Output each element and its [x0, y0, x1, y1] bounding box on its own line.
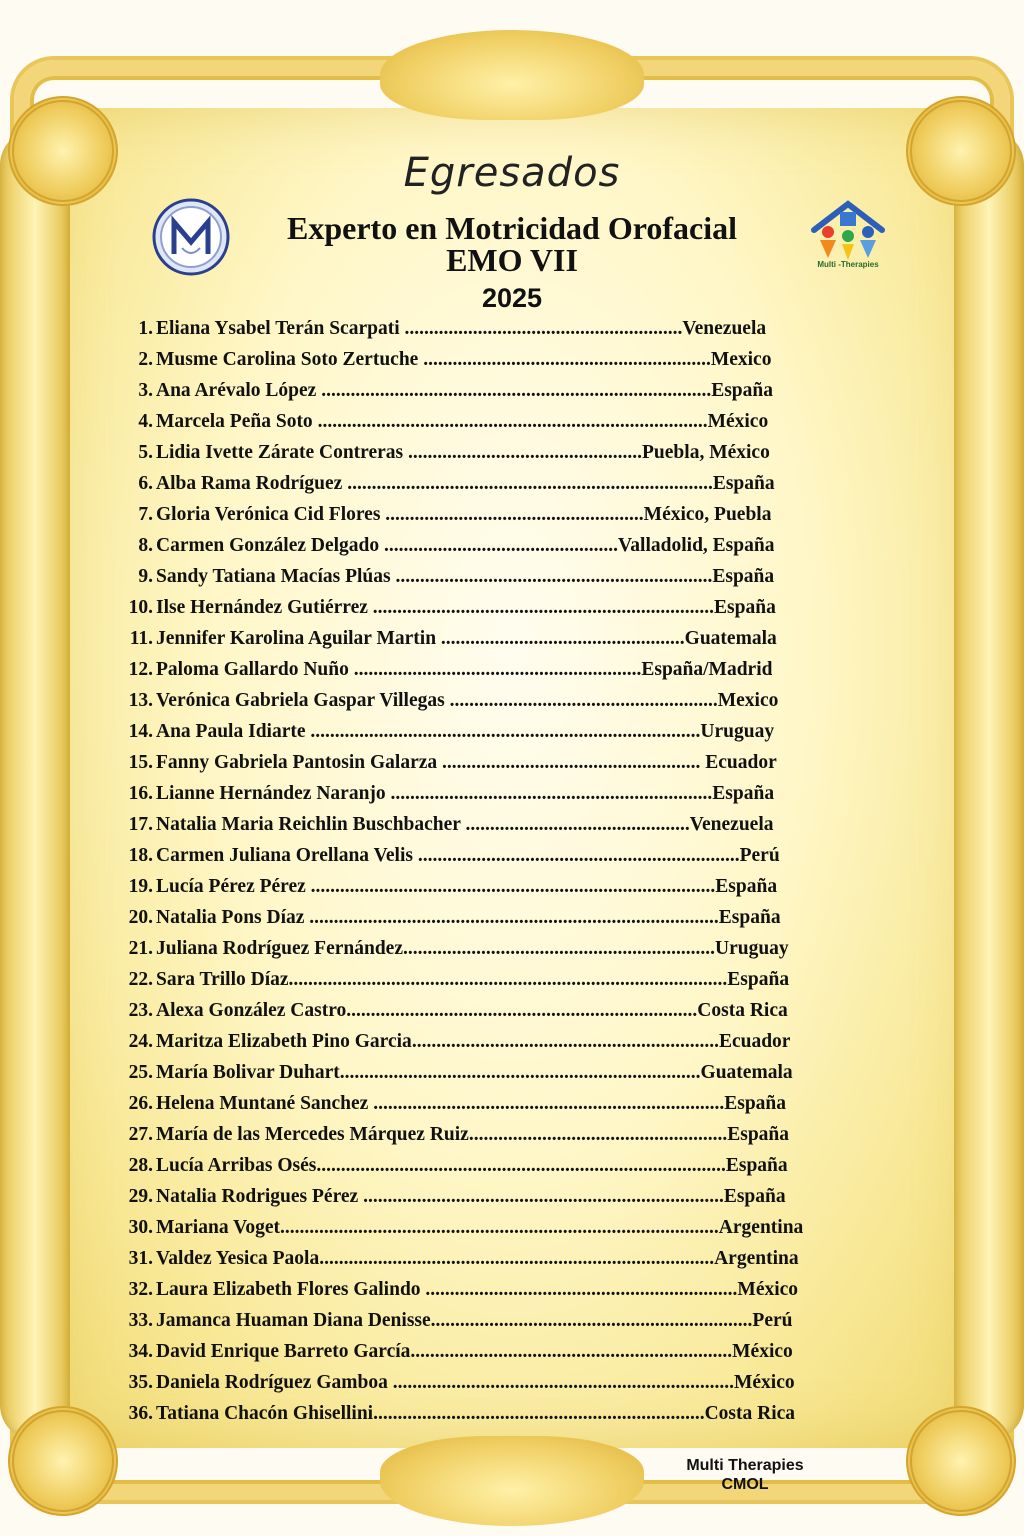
- dot-leader: .....................................................: [468, 1124, 728, 1145]
- list-item-entry: [156, 442, 770, 464]
- graduate-name: María Bolivar Duhart: [156, 1062, 340, 1083]
- graduate-name: Alexa González Castro: [156, 1000, 347, 1021]
- list-item-entry: [156, 349, 771, 371]
- course-title: Experto en Motricidad Orofacial: [287, 210, 737, 246]
- dot-leader: ....................................................................: [373, 1403, 705, 1424]
- list-item: [112, 845, 912, 876]
- graduate-name: Carmen González Delgado: [156, 535, 380, 556]
- dot-leader: ................................................................: [403, 938, 715, 959]
- list-item-number: 11.: [129, 628, 153, 649]
- list-item: [112, 473, 912, 504]
- list-item-number: 25.: [128, 1062, 153, 1083]
- dot-leader: ................................................................................: [316, 380, 712, 401]
- dot-leader: ........................................................................: [368, 1093, 725, 1114]
- list-item: [112, 349, 912, 380]
- graduate-name: Ilse Hernández Gutiérrez: [156, 597, 368, 618]
- list-item-number: 18.: [128, 845, 153, 866]
- graduate-name: Eliana Ysabel Terán Scarpati: [156, 318, 400, 339]
- graduate-name: Helena Muntané Sanchez: [156, 1093, 369, 1114]
- list-item-number: 1.: [138, 318, 153, 339]
- graduate-name: Valdez Yesica Paola: [156, 1248, 320, 1269]
- list-item-entry: [156, 1403, 795, 1425]
- list-item: [112, 659, 912, 690]
- course-edition: EMO VII: [446, 242, 578, 278]
- list-item-entry: [156, 1186, 786, 1208]
- list-item: [112, 814, 912, 845]
- list-item: [112, 535, 912, 566]
- dot-leader: ......................................................................: [367, 597, 715, 618]
- list-item-entry: [156, 752, 777, 774]
- list-item-number: 33.: [128, 1310, 153, 1331]
- graduate-name: Natalia Pons Díaz: [156, 907, 305, 928]
- list-item-entry: [156, 1124, 789, 1146]
- dot-leader: ..........................................................................: [358, 1186, 724, 1207]
- list-item-entry: [156, 504, 771, 526]
- dot-leader: ...........................................................: [348, 659, 642, 680]
- graduate-name: Natalia Maria Reichlin Buschbacher: [156, 814, 461, 835]
- list-item: [112, 1000, 912, 1031]
- dot-leader: .....................................................: [437, 752, 706, 773]
- top-shell-ornament: [380, 30, 644, 120]
- list-item-number: 32.: [128, 1279, 153, 1300]
- dot-leader: ..........................................................................................: [288, 969, 728, 990]
- graduate-location: España: [712, 783, 775, 804]
- dot-leader: ..........................................................................: [339, 1062, 701, 1083]
- graduate-location: México: [707, 411, 769, 432]
- graduate-location: España: [727, 969, 790, 990]
- list-item: [112, 380, 912, 411]
- footer-organization: Multi Therapies: [686, 1457, 804, 1474]
- dot-leader: ..........................................................................................: [280, 1217, 719, 1238]
- graduate-location: España: [714, 597, 776, 618]
- list-item: [112, 1031, 912, 1062]
- dot-leader: .................................................................: [390, 566, 713, 587]
- list-item: [112, 1248, 912, 1279]
- list-item-entry: [156, 938, 789, 960]
- list-item: [112, 1403, 912, 1434]
- graduate-location: España: [712, 566, 775, 587]
- graduate-location: Valladolid, España: [618, 535, 775, 556]
- list-item-number: 24.: [128, 1031, 153, 1052]
- year-label: 2025: [481, 283, 543, 313]
- list-item-entry: [156, 535, 774, 557]
- list-item-number: 30.: [128, 1217, 153, 1238]
- graduate-location: México, Puebla: [643, 504, 772, 525]
- dot-leader: .................................................................................: [319, 1248, 715, 1269]
- list-item-number: 12.: [128, 659, 153, 680]
- graduate-location: Mexico: [717, 690, 779, 711]
- list-item-number: 10.: [128, 597, 153, 618]
- dot-leader: .....................................................: [380, 504, 644, 525]
- list-item-number: 15.: [128, 752, 153, 773]
- list-item-entry: [156, 1217, 803, 1239]
- graduate-name: Laura Elizabeth Flores Galindo: [156, 1279, 421, 1300]
- list-item-number: 5.: [138, 442, 153, 463]
- list-item-number: 26.: [128, 1093, 153, 1114]
- graduate-name: Fanny Gabriela Pantosin Galarza: [156, 752, 438, 773]
- list-item: [112, 783, 912, 814]
- corner-flourish-bottom-right: [906, 1406, 1016, 1516]
- graduate-location: México: [732, 1341, 793, 1362]
- graduate-location: Venezuela: [682, 318, 767, 339]
- list-item: [112, 1155, 912, 1186]
- graduate-location: México: [733, 1372, 795, 1393]
- list-item: [112, 318, 912, 349]
- list-item-number: 36.: [128, 1403, 153, 1424]
- list-item-entry: [156, 1372, 795, 1394]
- graduate-name: Sara Trillo Díaz: [156, 969, 289, 990]
- multi-therapies-logo-text: Multi -Therapies: [817, 260, 879, 269]
- dot-leader: ....................................................................................: [316, 1155, 726, 1176]
- dot-leader: ...............................................................: [411, 1031, 719, 1052]
- graduate-location: España: [727, 1124, 790, 1145]
- graduate-name: Carmen Juliana Orellana Velis: [156, 845, 413, 866]
- dot-leader: ..................................................................: [412, 845, 740, 866]
- dot-leader: .........................................................: [399, 318, 683, 339]
- list-item-number: 34.: [128, 1341, 153, 1362]
- corner-flourish-bottom-left: [8, 1406, 118, 1516]
- list-item-entry: [156, 473, 775, 495]
- graduate-name: Marcela Peña Soto: [156, 411, 313, 432]
- graduate-location: Uruguay: [700, 721, 775, 742]
- list-item-entry: [156, 566, 774, 588]
- list-item: [112, 1124, 912, 1155]
- graduate-name: Paloma Gallardo Nuño: [156, 659, 349, 680]
- graduate-location: México: [737, 1279, 799, 1300]
- dot-leader: ................................................: [403, 442, 643, 463]
- left-scroll-roll: [0, 130, 70, 1440]
- graduate-location: Mexico: [710, 349, 772, 370]
- graduate-location: Guatemala: [684, 628, 777, 649]
- dot-leader: ..................................................................: [430, 1310, 753, 1331]
- list-item: [112, 752, 912, 783]
- list-item-entry: [156, 318, 766, 340]
- graduate-name: Verónica Gabriela Gaspar Villegas: [156, 690, 445, 711]
- list-item: [112, 1186, 912, 1217]
- graduate-name: Sandy Tatiana Macías Plúas: [156, 566, 391, 587]
- graduate-name: Juliana Rodríguez Fernández: [156, 938, 403, 959]
- list-item-entry: [156, 1062, 793, 1084]
- list-item-number: 9.: [138, 566, 153, 587]
- graduate-location: España: [711, 380, 773, 401]
- list-item: [112, 1372, 912, 1403]
- right-scroll-roll: [954, 130, 1024, 1440]
- graduate-name: Lianne Hernández Naranjo: [156, 783, 386, 804]
- list-item-entry: [156, 380, 773, 402]
- list-item: [112, 721, 912, 752]
- graduate-location: Argentina: [718, 1217, 804, 1238]
- dot-leader: ................................................................................: [312, 411, 708, 432]
- list-item-entry: [156, 659, 772, 681]
- graduate-name: Lucía Pérez Pérez: [156, 876, 306, 897]
- graduate-location: Costa Rica: [697, 1000, 788, 1021]
- dot-leader: ..................................................................: [410, 1341, 733, 1362]
- list-item-entry: [156, 1248, 799, 1270]
- dot-leader: ....................................................................................: [304, 907, 719, 928]
- graduate-location: España: [724, 1093, 787, 1114]
- list-item-entry: [156, 783, 774, 805]
- dot-leader: ........................................................................: [346, 1000, 698, 1021]
- list-item: [112, 969, 912, 1000]
- list-item-entry: [156, 1279, 798, 1301]
- list-item-entry: [156, 845, 780, 867]
- dot-leader: ..................................................................: [385, 783, 713, 804]
- graduate-name: Daniela Rodríguez Gamboa: [156, 1372, 388, 1393]
- dot-leader: ...........................................................: [418, 349, 711, 370]
- list-item-number: 22.: [128, 969, 153, 990]
- list-item-entry: [156, 969, 789, 991]
- graduate-location: España: [712, 473, 775, 494]
- bottom-shell-ornament: [380, 1436, 644, 1526]
- list-item: [112, 1341, 912, 1372]
- list-item: [112, 1279, 912, 1310]
- list-item-entry: [156, 1031, 790, 1053]
- list-item-number: 17.: [128, 814, 153, 835]
- list-item-entry: [156, 597, 776, 619]
- list-item-number: 28.: [128, 1155, 153, 1176]
- dot-leader: ..................................................: [436, 628, 685, 649]
- graduate-location: Perú: [752, 1310, 793, 1331]
- graduate-name: Tatiana Chacón Ghisellini: [156, 1403, 374, 1424]
- graduate-location: Guatemala: [700, 1062, 793, 1083]
- list-item-number: 27.: [128, 1124, 153, 1145]
- list-item: [112, 1093, 912, 1124]
- graduate-location: Puebla, México: [642, 442, 770, 463]
- graduate-name: Natalia Rodrigues Pérez: [156, 1186, 359, 1207]
- list-item-entry: [156, 907, 781, 929]
- list-item: [112, 597, 912, 628]
- list-item: [112, 411, 912, 442]
- dot-leader: ...................................................................................: [305, 876, 716, 897]
- list-item-entry: [156, 411, 768, 433]
- graduate-location: Costa Rica: [704, 1403, 796, 1424]
- list-item: [112, 876, 912, 907]
- graduate-name: Mariana Voget: [156, 1217, 281, 1238]
- list-item-entry: [156, 628, 777, 650]
- dot-leader: ................................................................: [420, 1279, 738, 1300]
- list-item: [112, 628, 912, 659]
- list-item: [112, 907, 912, 938]
- graduate-name: Jennifer Karolina Aguilar Martin: [156, 628, 437, 649]
- dot-leader: ................................................: [379, 535, 619, 556]
- graduates-list: [112, 318, 912, 1434]
- graduate-location: Argentina: [714, 1248, 799, 1269]
- dot-leader: ......................................................................: [387, 1372, 734, 1393]
- footer-organization-abbrev: CMOL: [721, 1476, 769, 1493]
- graduate-name: Musme Carolina Soto Zertuche: [156, 349, 419, 370]
- list-item-number: 4.: [138, 411, 153, 432]
- graduate-location: España: [723, 1186, 786, 1207]
- list-item-entry: [156, 1310, 792, 1332]
- list-item: [112, 566, 912, 597]
- list-item: [112, 442, 912, 473]
- list-item: [112, 1062, 912, 1093]
- list-item-entry: [156, 721, 774, 743]
- list-item-entry: [156, 876, 777, 898]
- list-item-number: 13.: [128, 690, 153, 711]
- graduate-name: Alba Rama Rodríguez: [156, 473, 343, 494]
- graduate-name: María de las Mercedes Márquez Ruiz: [156, 1124, 469, 1145]
- footer: [640, 1456, 850, 1494]
- list-item: [112, 504, 912, 535]
- list-item-number: 6.: [138, 473, 153, 494]
- list-item-number: 29.: [128, 1186, 153, 1207]
- list-item-entry: [156, 814, 774, 836]
- graduate-name: Jamanca Huaman Diana Denisse: [156, 1310, 431, 1331]
- list-item-number: 23.: [128, 1000, 153, 1021]
- list-item-number: 19.: [128, 876, 153, 897]
- graduate-name: Maritza Elizabeth Pino Garcia: [156, 1031, 412, 1052]
- list-item: [112, 938, 912, 969]
- graduate-location: España: [718, 907, 781, 928]
- list-item-entry: [156, 690, 778, 712]
- dot-leader: ..............................................: [460, 814, 690, 835]
- list-item-entry: [156, 1155, 788, 1177]
- list-item: [112, 690, 912, 721]
- list-item-number: 21.: [128, 938, 153, 959]
- graduate-location: España: [715, 876, 778, 897]
- graduate-name: Gloria Verónica Cid Flores: [156, 504, 381, 525]
- page-title: Egresados: [403, 150, 621, 196]
- dot-leader: ...........................................................................: [342, 473, 713, 494]
- list-item: [112, 1310, 912, 1341]
- graduate-location: Ecuador: [705, 752, 777, 773]
- list-item-number: 35.: [128, 1372, 153, 1393]
- dot-leader: ................................................................................: [305, 721, 701, 742]
- list-item-number: 3.: [138, 380, 153, 401]
- graduate-location: Perú: [739, 845, 780, 866]
- list-item-number: 16.: [128, 783, 153, 804]
- graduate-name: Lidia Ivette Zárate Contreras: [156, 442, 404, 463]
- list-item-number: 31.: [128, 1248, 153, 1269]
- graduate-name: Ana Arévalo López: [156, 380, 317, 401]
- dot-leader: .......................................................: [444, 690, 718, 711]
- graduate-location: Ecuador: [718, 1031, 791, 1052]
- graduate-location: Uruguay: [715, 938, 789, 959]
- graduate-name: Lucía Arribas Osés: [156, 1155, 317, 1176]
- graduate-location: España/Madrid: [641, 659, 773, 680]
- list-item-entry: [156, 1341, 793, 1363]
- graduate-name: Ana Paula Idiarte: [156, 721, 306, 742]
- list-item-entry: [156, 1000, 788, 1022]
- list-item-number: 7.: [138, 504, 153, 525]
- list-item: [112, 1217, 912, 1248]
- list-item-number: 8.: [138, 535, 153, 556]
- graduate-location: Venezuela: [689, 814, 774, 835]
- list-item-number: 20.: [128, 907, 153, 928]
- list-item-entry: [156, 1093, 786, 1115]
- list-item-number: 14.: [128, 721, 153, 742]
- graduate-name: David Enrique Barreto García: [156, 1341, 411, 1362]
- list-item-number: 2.: [138, 349, 153, 370]
- graduate-location: España: [725, 1155, 788, 1176]
